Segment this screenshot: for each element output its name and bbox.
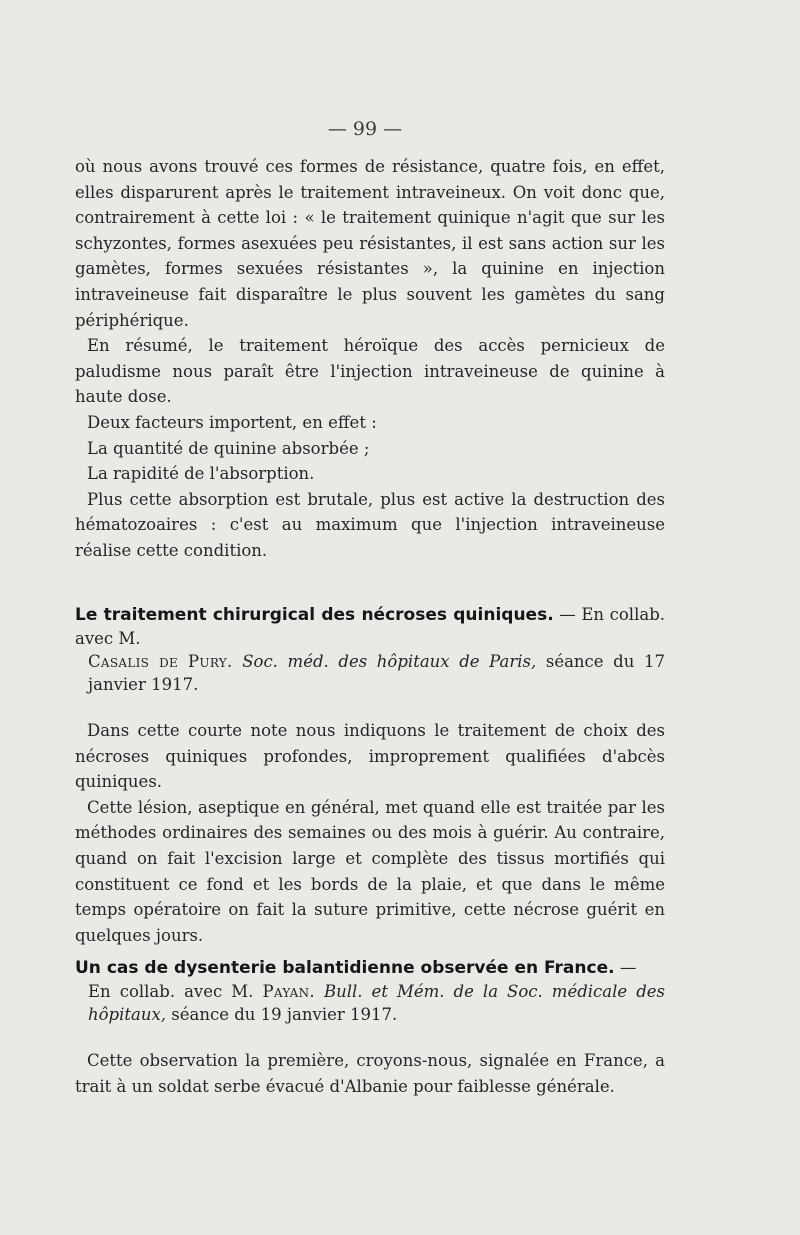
- section-heading: [75, 603, 665, 696]
- session-date: séance du 19 janvier 1917.: [171, 1005, 398, 1024]
- coauthor-name: Payan.: [262, 982, 315, 1001]
- section-dysentery-case: [75, 956, 665, 1099]
- section-malaria-treatment: [75, 154, 665, 564]
- paragraph: Cette lésion, aseptique en général, met quand elle est traitée par les méthodes ordinaires des semaines ou des mois à guérir. Au contraire, quand on fait l'excision large et complète des tissus mortifiés qui constituent ce fond et les bords de la plaie, et que dans le même temps opératoire on fait la suture primitive, cette nécrose guérit en quelques jours.: [75, 797, 665, 945]
- page-number: — 99 —: [327, 118, 403, 140]
- paragraph: La rapidité de l'absorption.: [87, 464, 315, 484]
- coauthor-name: Casalis de Pury.: [88, 652, 233, 671]
- journal-name: Bull. et Mém. de la Soc. médicale des hôpitaux,: [88, 982, 665, 1024]
- reference-intro: — En collab. avec M.: [75, 605, 665, 648]
- paragraph: Dans cette courte note nous indiquons le traitement de choix des nécroses quiniques profondes, improprement qualifiées d'abcès quiniques.: [75, 721, 665, 792]
- paragraph: La quantité de quinine absorbée ;: [87, 438, 370, 458]
- paragraph: En résumé, le traitement héroïque des accès pernicieux de paludisme nous paraît être l'injection intraveineuse de quinine à haute dose.: [75, 336, 665, 407]
- section-title: Le traitement chirurgical des nécroses quiniques.: [75, 605, 554, 625]
- section-heading: [75, 956, 665, 1026]
- session-date: séance du 17 janvier 1917.: [88, 652, 665, 694]
- section-title: Un cas de dysenterie balantidienne observée en France.: [75, 958, 615, 978]
- title-dash: —: [619, 958, 637, 977]
- reference-intro: En collab. avec M.: [88, 982, 254, 1001]
- section-surgical-treatment: [75, 603, 665, 948]
- paragraph: Cette observation la première, croyons-nous, signalée en France, a trait à un soldat serbe évacué d'Albanie pour faiblesse générale.: [75, 1051, 665, 1096]
- paragraph: Plus cette absorption est brutale, plus est active la destruction des hématozoaires : c'est au maximum que l'injection intraveineuse réalise cette condition.: [75, 489, 665, 560]
- paragraph: où nous avons trouvé ces formes de résistance, quatre fois, en effet, elles disparurent après le traitement intraveineux. On voit donc que, contrairement à cette loi : « le traitement quinique n'agit que sur les schyzontes, formes asexuées peu résistantes, il est sans action sur les gamètes, formes sexuées résistantes », la quinine en injection intraveineuse fait disparaître le plus souvent les gamètes du sang périphérique.: [75, 157, 665, 330]
- journal-name: Soc. méd. des hôpitaux de Paris,: [242, 652, 537, 671]
- paragraph: Deux facteurs importent, en effet :: [87, 412, 377, 432]
